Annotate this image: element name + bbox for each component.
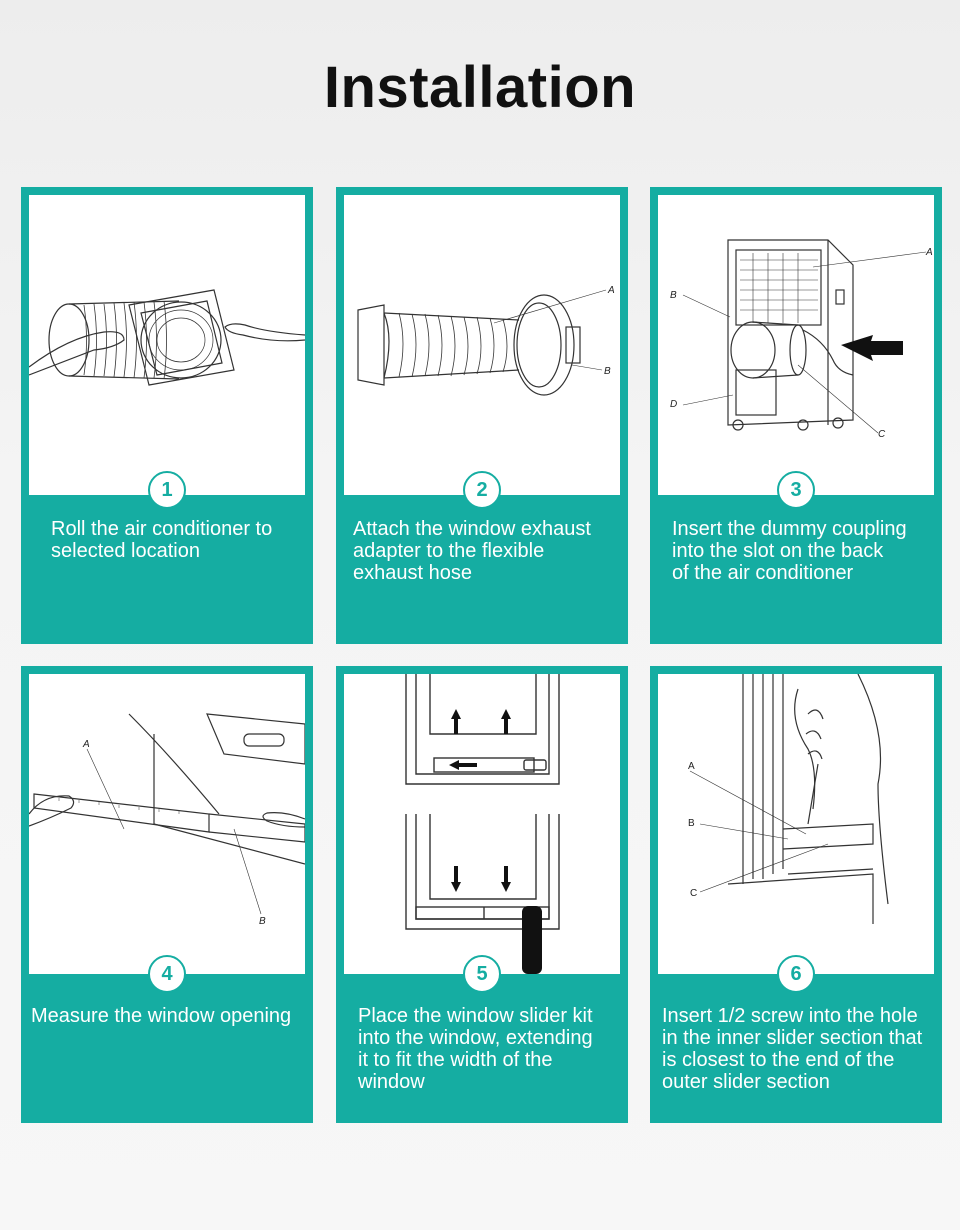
step-1-illustration [29, 195, 305, 495]
window-adapter-drawing [344, 195, 620, 495]
label-b: B [688, 818, 695, 829]
step-card-1 [21, 187, 313, 644]
arrow-icon [841, 335, 903, 361]
step-card-5 [336, 666, 628, 1123]
window-measure-drawing [29, 674, 305, 974]
step-3-illustration [658, 195, 934, 495]
step-number-badge: 1 [148, 471, 186, 509]
step-card-3 [650, 187, 942, 644]
step-3-text: Insert the dummy coupling into the slot on the back of the air conditioner [672, 518, 907, 584]
step-4-illustration [29, 674, 305, 974]
label-a: A [608, 285, 615, 296]
step-2-illustration [344, 195, 620, 495]
step-card-6 [650, 666, 942, 1123]
step-6-text: Insert 1/2 screw into the hole in the inner slider section that is closest to the end of the outer slider section [662, 1005, 923, 1093]
label-b: B [670, 290, 677, 301]
label-b: B [604, 366, 611, 377]
arrow-left-icon [449, 760, 477, 770]
page-title: Installation [323, 55, 637, 120]
hose-frame-drawing [29, 195, 305, 495]
label-c: C [690, 888, 698, 899]
step-caption [672, 518, 937, 584]
step-2-text: Attach the window exhaust adapter to the flexible exhaust hose [353, 518, 591, 584]
label-a: A [688, 761, 695, 772]
label-b: B [259, 916, 266, 927]
arrow-down-icon [501, 866, 511, 892]
window-slider-drawing [344, 674, 620, 974]
step-4-text: Measure the window opening [31, 1005, 292, 1027]
step-caption [51, 518, 311, 562]
step-1-text: Roll the air conditioner to selected location [51, 518, 273, 562]
step-number-badge: 6 [777, 955, 815, 993]
label-c: C [878, 429, 886, 440]
step-number-badge: 4 [148, 955, 186, 993]
step-caption [358, 1005, 623, 1093]
step-6-illustration [658, 674, 934, 974]
arrow-down-icon [451, 866, 461, 892]
step-number-badge: 3 [777, 471, 815, 509]
step-card-4 [21, 666, 313, 1123]
step-caption [662, 1005, 940, 1093]
step-5-illustration [344, 674, 620, 974]
air-conditioner-drawing [658, 195, 934, 495]
label-a: A [926, 247, 933, 258]
label-d: D [670, 399, 678, 410]
step-number-badge: 5 [463, 955, 501, 993]
screw-insert-drawing [658, 674, 934, 974]
step-5-text: Place the window slider kit into the window, extending it to fit the width of the window [358, 1005, 593, 1093]
label-a: A [83, 739, 90, 750]
step-number-badge: 2 [463, 471, 501, 509]
arrow-up-icon [501, 709, 511, 734]
arrow-up-icon [451, 709, 461, 734]
step-caption [353, 518, 623, 584]
step-card-2 [336, 187, 628, 644]
step-caption [31, 1005, 311, 1027]
